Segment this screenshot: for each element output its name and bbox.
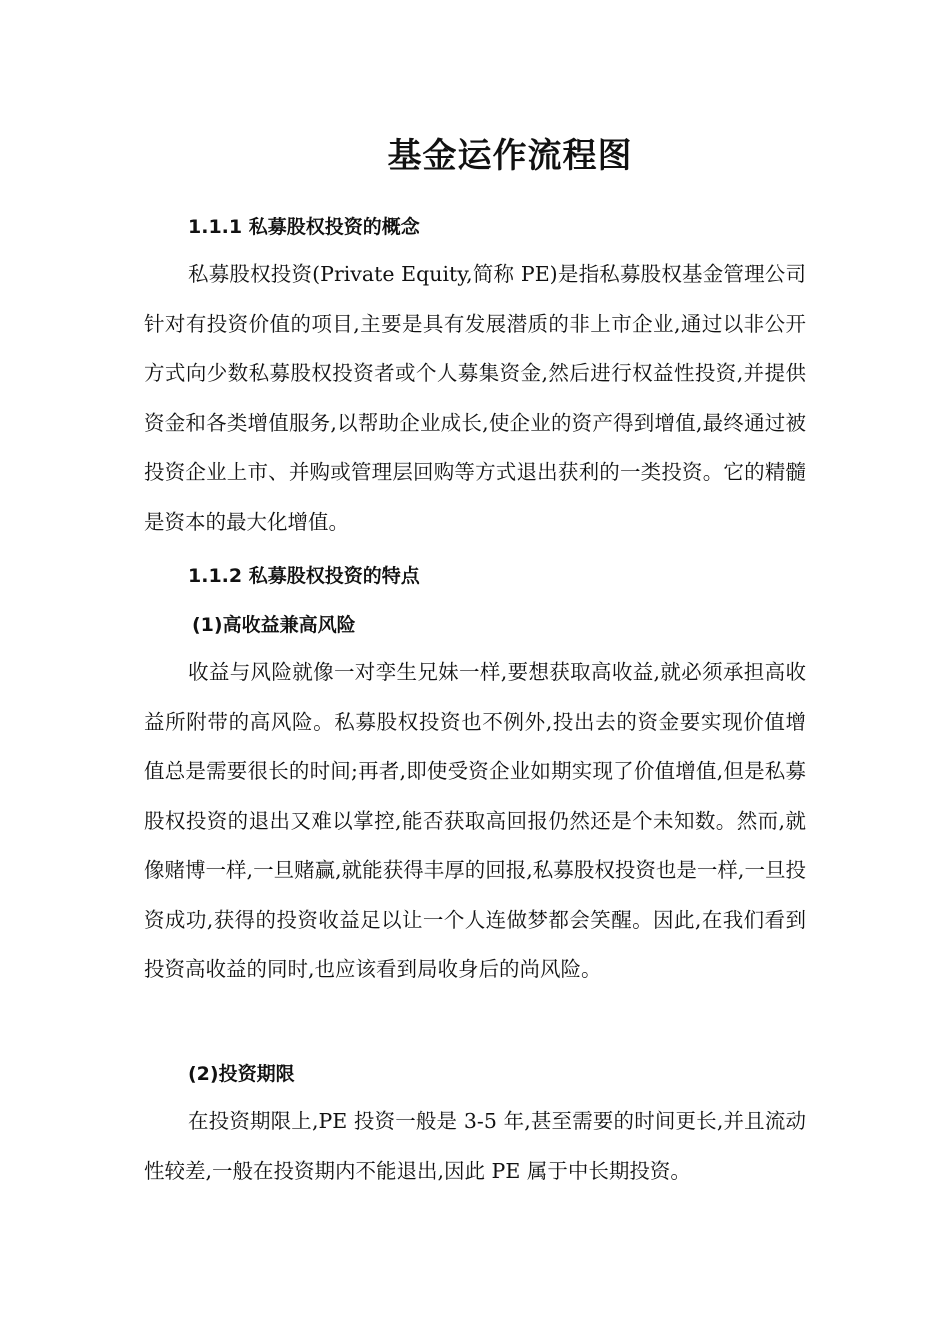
- paragraph-investment-period: 在投资期限上,PE 投资一般是 3-5 年,甚至需要的时间更长,并且流动性较差,一般在投资期内不能退出,因此 PE 属于中长期投资。: [144, 1109, 806, 1183]
- document-title: 基金运作流程图: [387, 136, 633, 176]
- subheading-investment-period: (2)投资期限: [188, 1063, 295, 1085]
- subheading-high-return-risk: (1)高收益兼高风险: [192, 614, 356, 636]
- paragraph-high-return-risk: 收益与风险就像一对孪生兄妹一样,要想获取高收益,就必须承担高收益所附带的高风险。私募股权投资也不例外,投出去的资金要实现价值增值总是需要很长的时间;再者,即使受资企业如期实现了价值增值,但是私募股权投资的退出又难以掌控,能否获取高回报仍然还是个未知数。然而,就像赌博一样,一旦赌赢,就能获得丰厚的回报,私募股权投资也是一样,一旦投资成功,获得的投资收益足以让一个人连做梦都会笑醒。因此,在我们看到投资高收益的同时,也应该看到局收身后的尚风险。: [144, 660, 806, 981]
- paragraph-concept: 私募股权投资(Private Equity,简称 PE)是指私募股权基金管理公司针对有投资价值的项目,主要是具有发展潜质的非上市企业,通过以非公开方式向少数私募股权投资者或个人募集资金,然后进行权益性投资,并提供资金和各类增值服务,以帮助企业成长,使企业的资产得到增值,最终通过被投资企业上市、并购或管理层回购等方式退出获利的一类投资。它的精髓是资本的最大化增值。: [144, 262, 806, 534]
- section-heading-concept: 1.1.1 私募股权投资的概念: [188, 216, 420, 238]
- section-heading-features: 1.1.2 私募股权投资的特点: [188, 565, 420, 587]
